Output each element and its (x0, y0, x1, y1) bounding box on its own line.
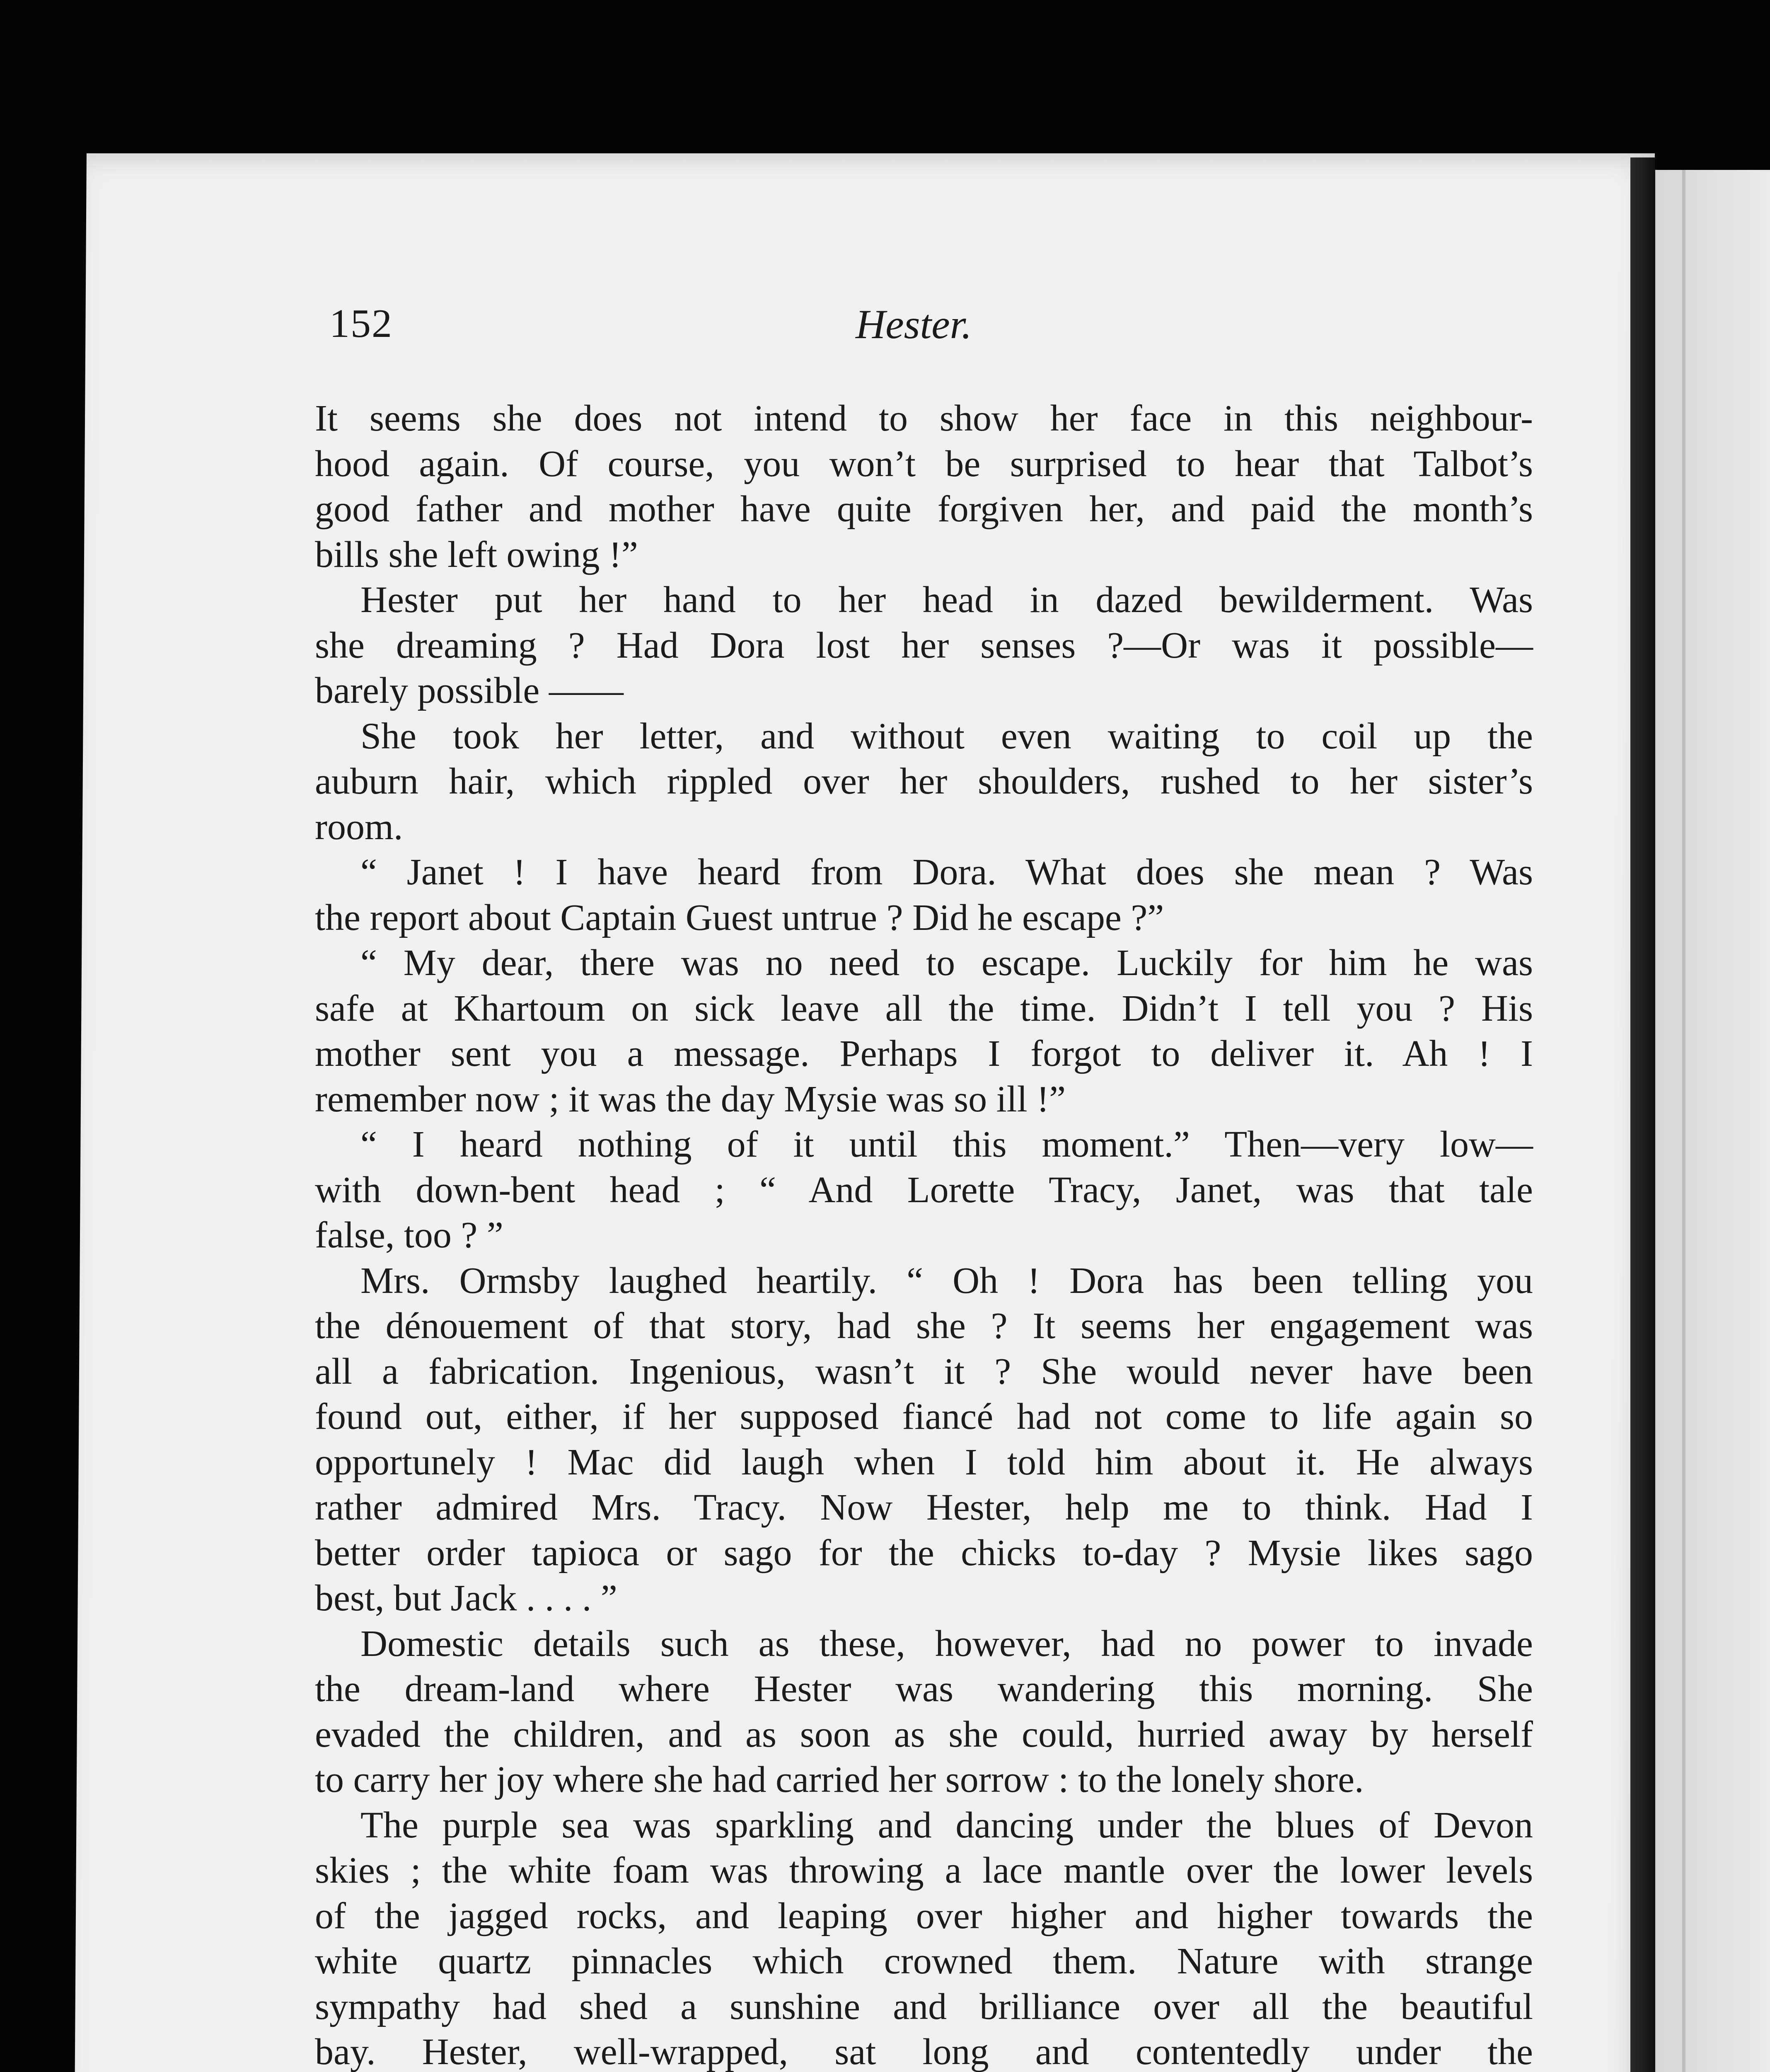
paragraph (315, 1122, 1533, 1258)
text-line: mother sent you a message. Perhaps I forgot to deliver it. Ah ! I (315, 1033, 1533, 1074)
body-text (315, 396, 1533, 2072)
paragraph (315, 1258, 1533, 1621)
text-line: skies ; the white foam was throwing a lace mantle over the lower levels (315, 1850, 1533, 1891)
running-title: Hester. (856, 301, 972, 347)
text-line: the report about Captain Guest untrue ? Did he escape ?” (315, 897, 1164, 938)
page-number: 152 (329, 301, 393, 346)
text-line: good father and mother have quite forgiven her, and paid the month’s (315, 489, 1533, 530)
text-line: the dénouement of that story, had she ? It seems her engagement was (315, 1305, 1533, 1346)
text-line: It seems she does not intend to show her face in this neighbour- (315, 398, 1533, 439)
text-line: “ Janet ! I have heard from Dora. What does she mean ? Was (360, 852, 1533, 893)
paragraph (315, 577, 1533, 714)
text-line: safe at Khartoum on sick leave all the time. Didn’t I tell you ? His (315, 988, 1533, 1029)
paragraph (315, 940, 1533, 1122)
text-line: all a fabrication. Ingenious, wasn’t it ? She would never have been (315, 1351, 1533, 1392)
text-line: evaded the children, and as soon as she could, hurried away by herself (315, 1714, 1533, 1755)
text-line: with down-bent head ; “ And Lorette Tracy, Janet, was that tale (315, 1169, 1533, 1210)
text-line: Hester put her hand to her head in dazed bewilderment. Was (360, 579, 1533, 620)
text-line: remember now ; it was the day Mysie was so ill !” (315, 1078, 1066, 1120)
text-line: she dreaming ? Had Dora lost her senses ?—Or was it possible— (315, 625, 1533, 666)
paragraph (315, 714, 1533, 850)
paragraph (315, 1803, 1533, 2072)
text-line: hood again. Of course, you won’t be surprised to hear that Talbot’s (315, 443, 1533, 484)
text-line: Domestic details such as these, however, had no power to invade (360, 1623, 1533, 1664)
paragraph (315, 396, 1533, 577)
text-line: bay. Hester, well-wrapped, sat long and contentedly under the (315, 2031, 1533, 2072)
facing-page-edge (1655, 170, 1770, 2072)
text-line: room. (315, 806, 403, 847)
text-line: auburn hair, which rippled over her shoulders, rushed to her sister’s (315, 761, 1533, 802)
text-line: The purple sea was sparkling and dancing under the blues of Devon (360, 1804, 1533, 1846)
text-line: sympathy had shed a sunshine and brilliance over all the beautiful (315, 1986, 1533, 2027)
book-gutter (1630, 157, 1655, 2072)
text-line: Mrs. Ormsby laughed heartily. “ Oh ! Dora has been telling you (360, 1260, 1533, 1301)
paragraph (315, 1621, 1533, 1803)
text-line: white quartz pinnacles which crowned them. Nature with strange (315, 1941, 1533, 1982)
text-line: bills she left owing !” (315, 534, 638, 575)
text-line: false, too ? ” (315, 1215, 503, 1256)
text-line: rather admired Mrs. Tracy. Now Hester, help me to think. Had I (315, 1487, 1533, 1528)
text-line: of the jagged rocks, and leaping over higher and higher towards the (315, 1895, 1533, 1936)
facing-page-fold (1682, 170, 1685, 2072)
text-line: best, but Jack . . . . ” (315, 1578, 617, 1619)
running-head (329, 300, 1531, 350)
text-line: barely possible —— (315, 670, 624, 711)
text-line: She took her letter, and without even waiting to coil up the (360, 715, 1533, 757)
text-line: “ My dear, there was no need to escape. Luckily for him he was (360, 942, 1533, 983)
text-line: to carry her joy where she had carried her sorrow : to the lonely shore. (315, 1759, 1364, 1800)
text-line: better order tapioca or sago for the chicks to-day ? Mysie likes sago (315, 1532, 1533, 1573)
text-line: the dream-land where Hester was wandering this morning. She (315, 1668, 1533, 1709)
text-line: “ I heard nothing of it until this moment.” Then—very low— (360, 1124, 1533, 1165)
text-line: opportunely ! Mac did laugh when I told him about it. He always (315, 1441, 1533, 1483)
paragraph (315, 850, 1533, 940)
text-line: found out, either, if her supposed fiancé had not come to life again so (315, 1396, 1533, 1437)
